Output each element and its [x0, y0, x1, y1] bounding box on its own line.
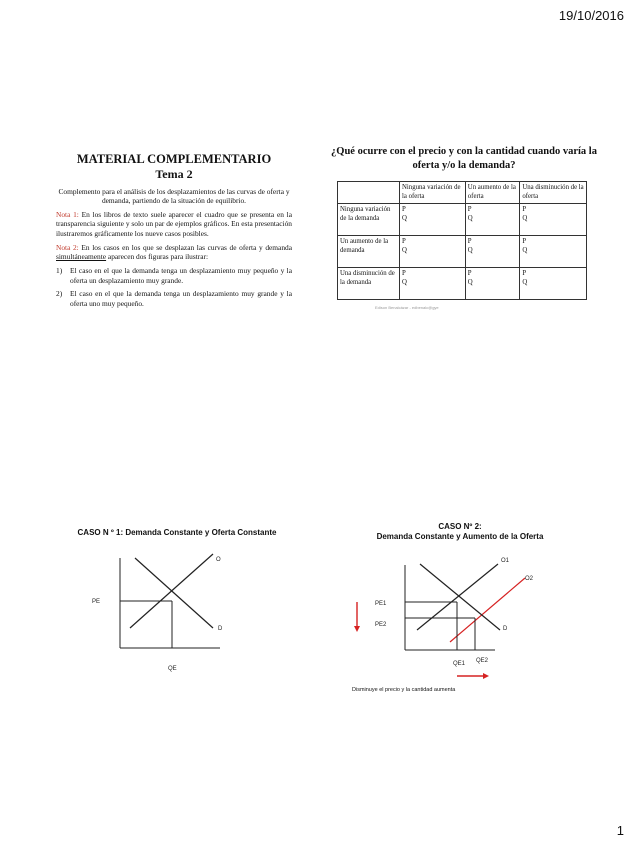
table-cell: P Q	[400, 236, 466, 268]
table-row	[338, 204, 587, 236]
label-pe2: PE2	[375, 622, 387, 628]
list-item	[56, 289, 292, 308]
list-item-number: 1)	[56, 265, 63, 275]
supply-demand-table	[337, 181, 587, 300]
case2-title-line2: Demanda Constante y Aumento de la Oferta	[376, 532, 544, 542]
case1-title: CASO N º 1: Demanda Constante y Oferta Constante	[77, 528, 277, 537]
slide2-footer: Edison Benalcázar - edbenalc@gye	[375, 305, 439, 311]
table-cell: P Q	[520, 236, 587, 268]
slide-material-complementario	[56, 152, 292, 312]
label-pe1: PE1	[375, 601, 387, 607]
case2-title-line1: CASO Nº 2:	[438, 522, 482, 531]
list-item	[56, 266, 292, 285]
table-col-header: Ninguna variación de la oferta	[400, 182, 466, 204]
table-row-header: Una disminución de la demanda	[338, 268, 400, 300]
table-header-row	[338, 182, 587, 204]
table-cell: P Q	[465, 204, 520, 236]
label-qe1: QE1	[453, 661, 466, 667]
label-o1: O1	[501, 558, 510, 564]
slide2-title: ¿Qué ocurre con el precio y con la cantidad cuando varía la oferta y/o la demanda?	[331, 146, 597, 172]
table-cell: P Q	[520, 268, 587, 300]
note2-underlined: simultáneamente	[56, 252, 107, 262]
slide1-subtitle: Tema 2	[155, 167, 193, 181]
note1-text: En los libros de texto suele aparecer el cuadro que se presenta en la transparencia siguiente y solo un par de ejemplos gráficos. En esta presentación ilustraremos gráficamente los nueve casos posibles.	[56, 209, 292, 239]
slide-table	[330, 145, 598, 310]
quantity-right-arrowhead	[483, 673, 489, 679]
price-down-arrowhead	[354, 626, 360, 632]
note2-text-b: aparecen dos figuras para ilustrar:	[106, 252, 209, 262]
table-row-header: Ninguna variación de la demanda	[338, 204, 400, 236]
supply-curve-2	[450, 578, 525, 642]
date-header: 19/10/2016	[558, 8, 624, 23]
cases-list	[56, 266, 292, 309]
case2-graph	[345, 550, 545, 690]
case2-note: Disminuye el precio y la cantidad aumenta	[352, 687, 456, 693]
list-item-number: 2)	[56, 289, 63, 299]
note1	[56, 210, 292, 239]
slide1-intro: Complemento para el análisis de los desplazamientos de las curvas de oferta y demanda, partiendo de la situación de equilibrio.	[58, 186, 290, 206]
table-corner	[338, 182, 400, 204]
case1-graph	[80, 548, 260, 678]
note2-label: Nota 2:	[56, 242, 79, 252]
page-number: 1	[616, 823, 624, 838]
table-cell: P Q	[520, 204, 587, 236]
demand-curve	[135, 558, 213, 628]
table-row	[338, 236, 587, 268]
table-cell: P Q	[465, 236, 520, 268]
slide1-title: MATERIAL COMPLEMENTARIO	[76, 152, 272, 166]
label-d: D	[218, 626, 223, 632]
label-o2: O2	[525, 576, 534, 582]
table-row-header: Un aumento de la demanda	[338, 236, 400, 268]
label-pe: PE	[92, 599, 101, 605]
note1-label: Nota 1:	[56, 209, 79, 219]
label-qe2: QE2	[476, 658, 489, 664]
note2	[56, 243, 292, 262]
note2-text-a: En los casos en los que se desplazan las curvas de oferta y demanda	[78, 242, 292, 252]
label-d: D	[503, 626, 508, 632]
case2-title	[360, 522, 560, 543]
table-cell: P Q	[465, 268, 520, 300]
label-o: O	[216, 557, 221, 563]
demand-curve	[420, 564, 500, 630]
table-col-header: Un aumento de la oferta	[465, 182, 520, 204]
table-cell: P Q	[400, 204, 466, 236]
table-row	[338, 268, 587, 300]
list-item-text: El caso en el que la demanda tenga un desplazamiento muy grande y la oferta uno muy pequeño.	[70, 289, 292, 308]
label-qe: QE	[168, 666, 177, 672]
table-col-header: Una disminución de la oferta	[520, 182, 587, 204]
list-item-text: El caso en el que la demanda tenga un desplazamiento muy pequeño y la oferta un desplazamiento muy grande.	[70, 265, 292, 285]
table-cell: P Q	[400, 268, 466, 300]
